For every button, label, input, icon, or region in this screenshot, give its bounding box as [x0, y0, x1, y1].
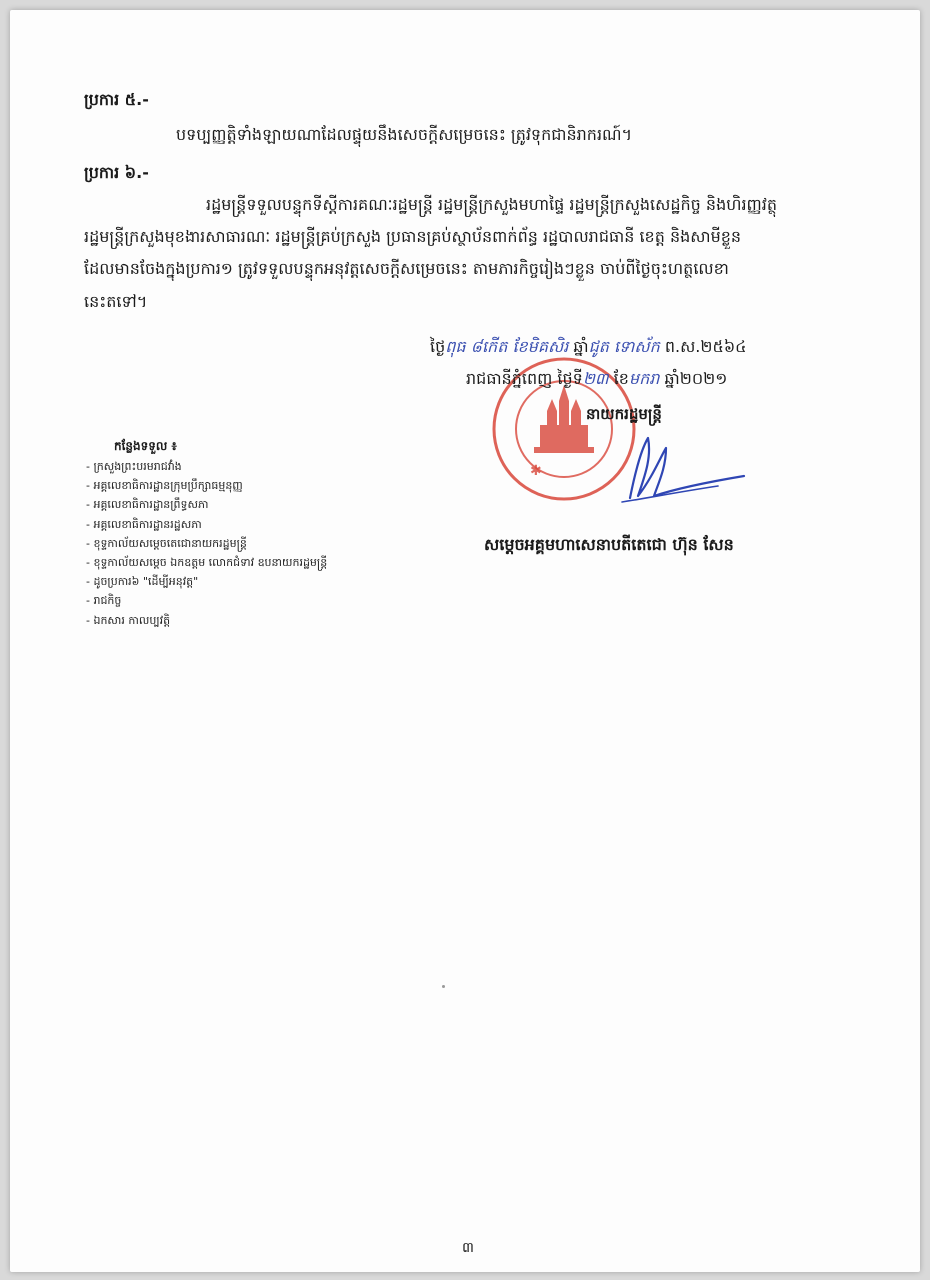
article-5-heading: ប្រការ ៥.-: [84, 90, 149, 109]
article-6-heading: ប្រការ ៦.-: [84, 163, 149, 182]
cc-heading: កន្លែងទទួល ៖: [114, 439, 177, 453]
svg-text:✱: ✱: [530, 463, 542, 479]
list-item: - ដូចប្រការ៦ "ដើម្បីអនុវត្ត": [86, 575, 199, 589]
handwritten-month: មករា: [628, 369, 660, 388]
document-page: [10, 10, 920, 1272]
article-6-line-3: ដែលមានចែងក្នុងប្រការ១ ត្រូវទទួលបន្ទុកអនុវត្តសេចក្តីសម្រេចនេះ តាមភារកិច្ចរៀងៗខ្លួន ចាប់ពីថ្ងៃចុះហត្ថលេខា: [84, 259, 729, 278]
month-prefix: ខែ: [613, 369, 629, 388]
year-prefix: ឆ្នាំ: [573, 337, 589, 356]
list-item: - ក្រសួងព្រះបរមរាជវាំង: [86, 460, 182, 473]
handwritten-signature: [608, 418, 748, 508]
article-6-line-4: នេះតទៅ។: [84, 292, 148, 311]
lunar-date-line: [430, 336, 746, 360]
article-5-body: បទប្បញ្ញត្តិទាំងឡាយណាដែលផ្ទុយនឹងសេចក្តីសម្រេចនេះ ត្រូវទុកជានិរាករណ៍។: [176, 125, 633, 144]
buddhist-era: ព.ស.២៥៦៤: [664, 337, 747, 356]
handwritten-lunar-day: ពុធ ៨កើត ខែមិគសិរ: [445, 337, 569, 356]
handwritten-day: ២៣: [582, 369, 609, 388]
list-item: - អគ្គលេខាធិការដ្ឋានព្រឹទ្ធសភា: [86, 498, 209, 512]
handwritten-zodiac-year: ជូត ទោស័ក: [588, 337, 660, 356]
list-item: - រាជកិច្ច: [86, 594, 122, 608]
list-item: - ឯកសារ កាលប្បវត្តិ: [86, 613, 171, 627]
article-6-line-2: រដ្ឋមន្ត្រីក្រសួងមុខងារសាធារណៈ រដ្ឋមន្ត្រីគ្រប់ក្រសួង ប្រធានគ្រប់ស្ថាប័នពាក់ព័ន្ធ រដ្ឋបាលរាជធានី ខេត្ត និងសាមីខ្លួន: [84, 227, 742, 246]
solar-date-line: [466, 368, 727, 392]
cc-list: [86, 457, 327, 630]
page-number: ៣: [462, 1240, 474, 1256]
lunar-day-prefix: ថ្ងៃ: [430, 337, 446, 356]
list-item: - អគ្គលេខាធិការដ្ឋានរដ្ឋសភា: [86, 517, 202, 531]
place-and-day-prefix: រាជធានីភ្នំពេញ ថ្ងៃទី: [466, 369, 583, 388]
list-item: - អគ្គលេខាធិការដ្ឋានក្រុមប្រឹក្សាធម្មនុញ្ញ: [86, 479, 243, 493]
article-6-line-1: រដ្ឋមន្ត្រីទទួលបន្ទុកទីស្តីការគណៈរដ្ឋមន្ត្រី រដ្ឋមន្ត្រីក្រសួងមហាផ្ទៃ រដ្ឋមន្ត្រីក្រសួងសេដ្ឋកិច្ច និងហិរញ្ញវត្ថុ: [206, 195, 777, 214]
list-item: - ខុទ្ទកាល័យសម្តេចតេជោនាយករដ្ឋមន្ត្រី: [86, 536, 247, 550]
paper-speck: [442, 985, 445, 988]
gregorian-year: ឆ្នាំ២០២១: [664, 369, 728, 388]
list-item: - ខុទ្ទកាល័យសម្តេច ឯកឧត្តម លោកជំទាវ ឧបនាយករដ្ឋមន្ត្រី: [86, 556, 328, 570]
signatory-name: សម្តេចអគ្គមហាសេនាបតីតេជោ ហ៊ុន សែន: [484, 535, 734, 554]
signatory-title: នាយករដ្ឋមន្ត្រី: [586, 405, 662, 423]
